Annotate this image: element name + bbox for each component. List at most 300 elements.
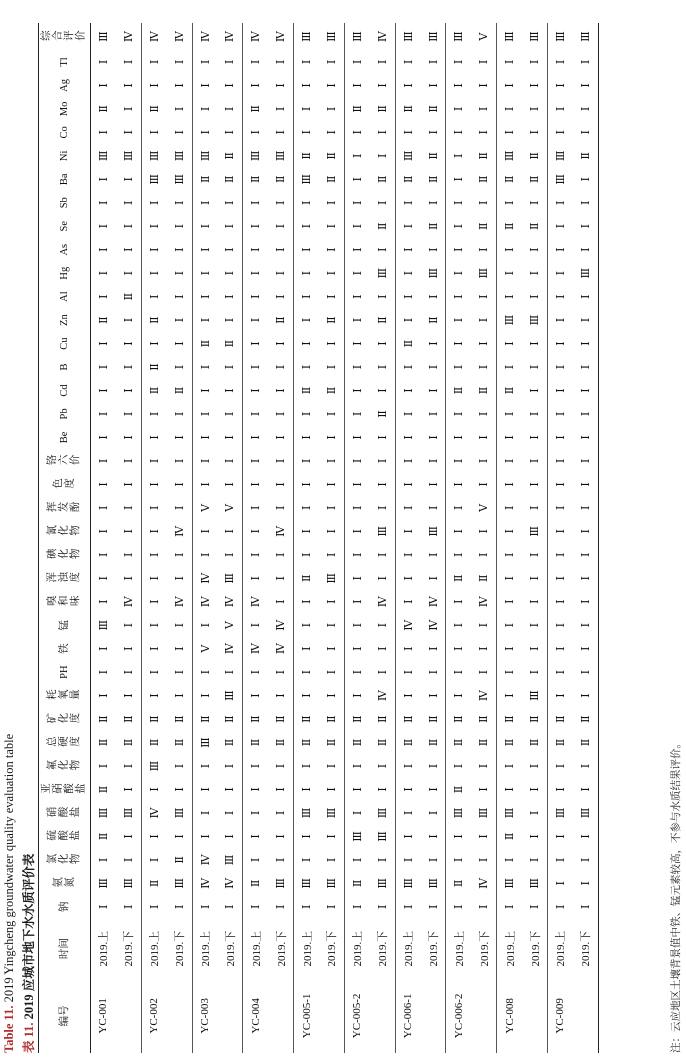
grade-cell: Ⅰ [529, 270, 542, 276]
grade-cell: Ⅱ [224, 175, 237, 184]
grade-cell: Ⅰ [446, 754, 471, 777]
grade-cell: Ⅰ [548, 848, 573, 871]
grade-cell: Ⅰ [548, 778, 573, 801]
grade-cell: Ⅱ [395, 97, 420, 120]
grade-cell: Ⅰ [395, 684, 420, 707]
grade-cell: Ⅱ [529, 175, 542, 184]
grade-cell: Ⅰ [446, 97, 471, 120]
grade-cell: Ⅱ [325, 715, 338, 723]
grade-cell: Ⅰ [294, 355, 319, 378]
grade-cell: Ⅰ [97, 270, 110, 276]
grade-cell: Ⅰ [344, 449, 369, 472]
table-row [395, 23, 420, 1053]
grade-cell: Ⅰ [548, 402, 573, 425]
grade-cell: Ⅰ [497, 637, 522, 660]
grade-cell: Ⅰ [173, 435, 186, 440]
grade-cell: Ⅰ [376, 388, 389, 393]
grade-cell: Ⅰ [529, 669, 542, 675]
grade-cell: Ⅰ [224, 224, 237, 229]
grade-cell: Ⅱ [294, 144, 319, 167]
grade-cell: Ⅰ [224, 130, 237, 135]
grade-cell: Ⅰ [192, 754, 217, 777]
grade-cell: Ⅲ [294, 801, 319, 824]
grade-cell: Ⅰ [294, 543, 319, 566]
column-header: Se [39, 214, 91, 237]
table-row [167, 23, 192, 1053]
grade-cell: Ⅰ [141, 543, 166, 566]
grade-cell: Ⅳ [395, 613, 420, 636]
grade-cell: Ⅰ [192, 191, 217, 214]
grade-cell: Ⅰ [529, 106, 542, 112]
grade-cell: Ⅰ [478, 787, 491, 792]
grade-cell: Ⅰ [344, 801, 369, 824]
grade-cell: Ⅱ [395, 332, 420, 355]
grade-cell: Ⅰ [141, 684, 166, 707]
grade-cell: Ⅰ [243, 825, 268, 848]
grade-cell: Ⅳ [192, 848, 217, 871]
grade-cell: Ⅲ [548, 168, 573, 191]
grade-cell: Ⅰ [141, 402, 166, 425]
column-header-label: 氯化物 [45, 854, 81, 866]
grade-cell: Ⅰ [529, 364, 542, 370]
grade-cell: Ⅰ [573, 214, 598, 237]
grade-cell: Ⅰ [97, 505, 110, 511]
column-header: 钠 [39, 895, 91, 918]
grade-cell: Ⅰ [294, 637, 319, 660]
grade-cell: Ⅳ [275, 643, 288, 655]
grade-cell: Ⅲ [529, 314, 542, 326]
grade-cell: Ⅰ [224, 317, 237, 323]
grade-cell: Ⅱ [427, 152, 440, 160]
grade-cell: Ⅰ [275, 576, 288, 581]
column-header: Be [39, 426, 91, 449]
grade-cell: Ⅰ [548, 379, 573, 402]
station-code: YC-005-1 [294, 979, 319, 1053]
grade-cell: Ⅰ [427, 411, 440, 417]
grade-cell: Ⅲ [97, 807, 110, 819]
column-header: Ag [39, 74, 91, 97]
grade-cell: Ⅱ [325, 175, 338, 184]
grade-cell: Ⅰ [141, 473, 166, 496]
grade-cell: Ⅰ [529, 247, 542, 252]
grade-cell: Ⅰ [478, 482, 491, 487]
grade-cell: Ⅰ [173, 669, 186, 675]
grade-cell: Ⅰ [97, 693, 110, 698]
grade-cell: Ⅰ [192, 684, 217, 707]
grade-cell: Ⅰ [573, 496, 598, 519]
grade-cell: Ⅰ [192, 449, 217, 472]
grade-cell: Ⅰ [122, 435, 135, 440]
table-row [243, 23, 268, 1053]
grade-cell: Ⅳ [376, 596, 389, 608]
grade-cell: Ⅱ [97, 316, 110, 324]
grade-cell: Ⅰ [376, 364, 389, 370]
grade-cell: Ⅱ [275, 738, 288, 747]
grade-cell: Ⅰ [97, 411, 110, 417]
grade-cell: Ⅰ [294, 778, 319, 801]
grade-cell: Ⅰ [376, 787, 389, 792]
grade-cell: Ⅰ [275, 904, 288, 909]
grade-cell: Ⅰ [344, 496, 369, 519]
sample-time: 2019.下 [224, 930, 237, 967]
grade-cell: Ⅰ [395, 426, 420, 449]
grade-cell: Ⅰ [294, 332, 319, 355]
grade-cell: Ⅱ [173, 856, 186, 864]
grade-cell: Ⅰ [243, 895, 268, 918]
column-header: Ni [39, 144, 91, 167]
grade-cell: Ⅰ [325, 364, 338, 370]
grade-cell: Ⅰ [497, 50, 522, 73]
grade-cell: Ⅱ [97, 105, 110, 113]
grade-cell: Ⅰ [122, 857, 135, 863]
grade-cell: Ⅱ [325, 386, 338, 395]
grade-cell: Ⅱ [529, 738, 542, 747]
grade-cell: Ⅰ [294, 97, 319, 120]
grade-cell: Ⅰ [243, 379, 268, 402]
grade-cell: Ⅲ [529, 31, 542, 42]
column-header [39, 707, 91, 730]
grade-cell: Ⅱ [141, 707, 166, 730]
column-header: 时间 [39, 919, 91, 979]
grade-cell: Ⅰ [224, 787, 237, 792]
column-header [39, 754, 91, 777]
grade-cell: Ⅲ [224, 690, 237, 701]
grade-cell: Ⅰ [122, 458, 135, 464]
grade-cell: Ⅰ [224, 482, 237, 487]
grade-cell: Ⅰ [395, 238, 420, 261]
grade-cell: Ⅰ [344, 238, 369, 261]
grade-cell: Ⅰ [478, 294, 491, 299]
grade-cell: Ⅰ [122, 200, 135, 205]
sample-time: 2019.上 [98, 930, 111, 967]
grade-cell: Ⅰ [97, 599, 110, 604]
grade-cell: Ⅰ [294, 473, 319, 496]
grade-cell: Ⅱ [344, 707, 369, 730]
grade-cell: Ⅰ [122, 130, 135, 135]
grade-cell: Ⅱ [344, 872, 369, 895]
grade-cell: Ⅱ [395, 707, 420, 730]
grade-cell: Ⅰ [275, 787, 288, 792]
grade-cell: Ⅰ [173, 552, 186, 557]
grade-cell: Ⅳ [376, 31, 389, 43]
grade-cell: Ⅰ [224, 59, 237, 65]
grade-cell: Ⅰ [478, 411, 491, 417]
grade-cell: Ⅰ [529, 59, 542, 65]
grade-cell: Ⅱ [446, 872, 471, 895]
grade-cell: Ⅰ [325, 787, 338, 792]
grade-cell: Ⅲ [376, 526, 389, 537]
grade-cell: Ⅰ [344, 613, 369, 636]
table-row [217, 23, 242, 1053]
grade-cell: Ⅰ [344, 848, 369, 871]
grade-cell: Ⅰ [325, 623, 338, 628]
grade-cell: Ⅱ [141, 379, 166, 402]
grade-cell: Ⅰ [395, 825, 420, 848]
grade-cell: Ⅰ [497, 660, 522, 683]
grade-cell: Ⅰ [497, 285, 522, 308]
grade-cell: Ⅰ [376, 482, 389, 487]
grade-cell: Ⅱ [173, 715, 186, 723]
column-header [39, 496, 91, 519]
station-code: YC-008 [497, 979, 522, 1053]
grade-cell: Ⅰ [573, 754, 598, 777]
grade-cell: Ⅰ [141, 285, 166, 308]
grade-cell: Ⅱ [97, 738, 110, 747]
grade-cell: Ⅰ [478, 83, 491, 88]
grade-cell: Ⅰ [243, 74, 268, 97]
grade-cell: Ⅰ [224, 904, 237, 909]
grade-cell: Ⅰ [344, 426, 369, 449]
grade-cell: Ⅴ [478, 32, 491, 41]
station-code [421, 979, 446, 1053]
grade-cell: Ⅲ [122, 807, 135, 819]
grade-cell: Ⅰ [173, 482, 186, 487]
grade-cell: Ⅰ [173, 270, 186, 276]
grade-cell: Ⅰ [122, 224, 135, 229]
grade-cell: Ⅰ [376, 623, 389, 628]
column-header: Tl [39, 50, 91, 73]
grade-cell: Ⅰ [478, 341, 491, 346]
grade-cell: Ⅰ [497, 520, 522, 543]
grade-cell: Ⅱ [224, 738, 237, 747]
grade-cell: Ⅰ [478, 130, 491, 135]
grade-cell: Ⅳ [192, 590, 217, 613]
grade-cell: Ⅰ [275, 294, 288, 299]
grade-cell: Ⅰ [478, 247, 491, 252]
grade-cell: Ⅰ [478, 364, 491, 370]
grade-cell: Ⅱ [224, 715, 237, 723]
grade-cell: Ⅰ [446, 74, 471, 97]
grade-cell: Ⅲ [294, 872, 319, 895]
grade-cell: Ⅰ [97, 458, 110, 464]
grade-cell: Ⅰ [395, 308, 420, 331]
grade-cell: Ⅰ [529, 599, 542, 604]
grade-cell: Ⅰ [529, 130, 542, 135]
grade-cell: Ⅰ [122, 834, 135, 839]
grade-cell: Ⅰ [344, 754, 369, 777]
grade-cell: Ⅰ [376, 200, 389, 205]
grade-cell: Ⅰ [344, 520, 369, 543]
grade-cell: Ⅰ [376, 857, 389, 863]
grade-cell: Ⅰ [122, 646, 135, 651]
grade-cell: Ⅲ [497, 144, 522, 167]
grade-cell: Ⅰ [294, 825, 319, 848]
sample-time: 2019.上 [395, 919, 420, 979]
caption-chinese: 表 11. 2019 应城市地下水水质评价表 [22, 853, 36, 1053]
grade-cell: Ⅱ [446, 707, 471, 730]
table-row [548, 23, 573, 1053]
column-header [39, 23, 91, 50]
grade-cell: Ⅰ [344, 332, 369, 355]
grade-cell: Ⅲ [548, 801, 573, 824]
grade-cell: Ⅰ [325, 599, 338, 604]
grade-cell: Ⅰ [192, 238, 217, 261]
grade-cell: Ⅱ [427, 738, 440, 747]
grade-cell: Ⅰ [141, 261, 166, 284]
grade-cell: Ⅰ [376, 763, 389, 769]
grade-cell: Ⅱ [376, 738, 389, 747]
grade-cell: Ⅰ [497, 97, 522, 120]
grade-cell: Ⅰ [446, 144, 471, 167]
grade-cell: Ⅲ [529, 878, 542, 889]
grade-cell: Ⅰ [529, 341, 542, 346]
grade-cell: Ⅰ [529, 810, 542, 816]
grade-cell: Ⅰ [446, 613, 471, 636]
grade-cell: Ⅰ [548, 895, 573, 918]
grade-cell: Ⅰ [325, 552, 338, 557]
column-header: As [39, 238, 91, 261]
grade-cell: Ⅰ [548, 285, 573, 308]
grade-cell: Ⅰ [224, 388, 237, 393]
grade-cell: Ⅰ [427, 294, 440, 299]
grade-cell: Ⅴ [192, 637, 217, 660]
grade-cell: Ⅰ [446, 520, 471, 543]
grade-cell: Ⅰ [344, 214, 369, 237]
grade-cell: Ⅰ [275, 693, 288, 698]
grade-cell: Ⅰ [97, 388, 110, 393]
grade-cell: Ⅰ [141, 50, 166, 73]
grade-cell: Ⅱ [548, 707, 573, 730]
grade-cell: Ⅰ [97, 763, 110, 769]
station-code: YC-003 [192, 979, 217, 1053]
grade-cell: Ⅰ [243, 801, 268, 824]
grade-cell: Ⅰ [275, 59, 288, 65]
grade-cell: Ⅰ [376, 294, 389, 299]
table-row [268, 23, 293, 1053]
grade-cell: Ⅰ [548, 590, 573, 613]
grade-cell: Ⅰ [243, 567, 268, 590]
grade-cell: Ⅰ [573, 449, 598, 472]
grade-cell: Ⅰ [97, 341, 110, 346]
grade-cell: Ⅰ [192, 379, 217, 402]
grade-cell: Ⅲ [497, 308, 522, 331]
grade-cell: Ⅰ [573, 590, 598, 613]
grade-cell: Ⅳ [224, 31, 237, 43]
column-header-label: 硫酸盐 [45, 830, 81, 842]
grade-cell: Ⅰ [344, 285, 369, 308]
grade-cell: Ⅰ [529, 482, 542, 487]
grade-cell: Ⅰ [344, 355, 369, 378]
grade-cell: Ⅰ [192, 543, 217, 566]
grade-cell: Ⅰ [427, 59, 440, 65]
grade-cell: Ⅰ [325, 59, 338, 65]
grade-cell: Ⅲ [427, 267, 440, 279]
grade-cell: Ⅰ [325, 411, 338, 417]
grade-cell: Ⅲ [478, 267, 491, 279]
grade-cell: Ⅰ [497, 473, 522, 496]
grade-cell: Ⅰ [548, 496, 573, 519]
grade-cell: Ⅰ [173, 787, 186, 792]
grade-cell: Ⅰ [344, 895, 369, 918]
grade-cell: Ⅰ [395, 402, 420, 425]
grade-cell: Ⅰ [344, 473, 369, 496]
grade-cell: Ⅰ [427, 669, 440, 675]
grade-cell: Ⅰ [192, 801, 217, 824]
grade-cell: Ⅳ [275, 619, 288, 631]
sample-time: 2019.上 [192, 919, 217, 979]
grade-cell: Ⅰ [243, 308, 268, 331]
grade-cell: Ⅰ [192, 261, 217, 284]
grade-cell: Ⅰ [294, 238, 319, 261]
grade-cell: Ⅰ [325, 857, 338, 863]
grade-cell: Ⅰ [529, 552, 542, 557]
grade-cell: Ⅱ [122, 738, 135, 747]
grade-cell: Ⅰ [224, 106, 237, 112]
grade-cell: Ⅰ [97, 576, 110, 581]
grade-cell: Ⅰ [224, 458, 237, 464]
grade-cell: Ⅰ [294, 261, 319, 284]
grade-cell: Ⅱ [427, 175, 440, 184]
grade-cell: Ⅰ [344, 50, 369, 73]
grade-cell: Ⅰ [173, 763, 186, 769]
column-header-label: 耗氧量 [45, 690, 81, 702]
grade-cell: Ⅱ [243, 97, 268, 120]
sample-time: 2019.下 [123, 930, 136, 967]
grade-cell: Ⅱ [243, 168, 268, 191]
grade-cell: Ⅰ [97, 59, 110, 65]
grade-cell: Ⅰ [243, 191, 268, 214]
grade-cell: Ⅰ [192, 426, 217, 449]
grade-cell: Ⅰ [573, 637, 598, 660]
grade-cell: Ⅰ [548, 121, 573, 144]
grade-cell: Ⅰ [548, 332, 573, 355]
grade-cell: Ⅰ [395, 355, 420, 378]
column-header-label: 硝酸盐 [45, 807, 81, 819]
grade-cell: Ⅲ [97, 619, 110, 631]
table-row [573, 23, 598, 1053]
grade-cell: Ⅲ [573, 23, 598, 50]
grade-cell: Ⅰ [122, 669, 135, 675]
grade-cell: Ⅰ [446, 285, 471, 308]
grade-cell: Ⅳ [275, 525, 288, 537]
grade-cell: Ⅰ [275, 247, 288, 252]
table-row [294, 23, 319, 1053]
grade-cell: Ⅱ [275, 715, 288, 723]
grade-cell: Ⅰ [573, 121, 598, 144]
grade-cell: Ⅰ [548, 308, 573, 331]
grade-cell: Ⅰ [446, 214, 471, 237]
grade-cell: Ⅰ [294, 308, 319, 331]
grade-cell: Ⅰ [122, 106, 135, 112]
grade-cell: Ⅳ [192, 23, 217, 50]
grade-cell: Ⅰ [325, 482, 338, 487]
grade-cell: Ⅰ [224, 552, 237, 557]
station-code: YC-004 [243, 979, 268, 1053]
grade-cell: Ⅰ [376, 130, 389, 135]
grade-cell: Ⅰ [548, 214, 573, 237]
grade-cell: Ⅰ [573, 191, 598, 214]
grade-cell: Ⅰ [548, 238, 573, 261]
grade-cell: Ⅱ [573, 144, 598, 167]
grade-cell: Ⅱ [325, 738, 338, 747]
grade-cell: Ⅰ [573, 50, 598, 73]
grade-cell: Ⅱ [192, 168, 217, 191]
grade-cell: Ⅰ [573, 660, 598, 683]
grade-cell: Ⅰ [344, 543, 369, 566]
column-header: Pb [39, 402, 91, 425]
grade-cell: Ⅱ [427, 715, 440, 723]
grade-cell: Ⅰ [446, 848, 471, 871]
grade-cell: Ⅰ [446, 426, 471, 449]
grade-cell: Ⅱ [224, 339, 237, 348]
grade-cell: Ⅰ [325, 529, 338, 534]
station-code [522, 979, 547, 1053]
grade-cell: Ⅴ [224, 503, 237, 512]
grade-cell: Ⅰ [446, 637, 471, 660]
grade-cell: Ⅰ [173, 83, 186, 88]
column-header-label: 色度 [51, 478, 75, 490]
grade-cell: Ⅱ [173, 738, 186, 747]
